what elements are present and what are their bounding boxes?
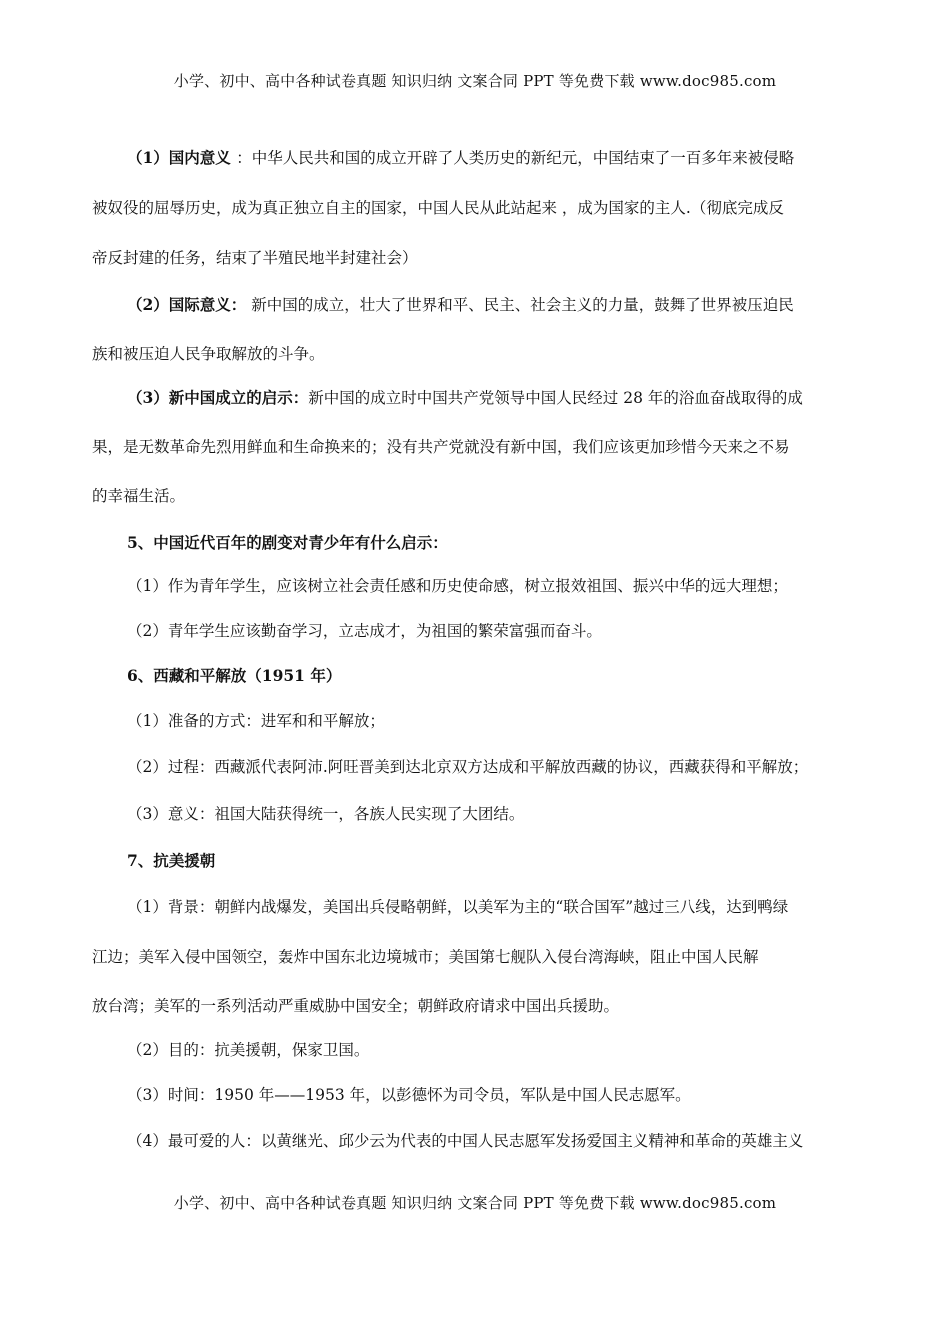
label-domestic-significance: （1）国内意义: [127, 148, 237, 167]
paragraph-domestic-significance-line-3: 帝反封建的任务，结束了半殖民地半封建社会）: [92, 249, 418, 267]
section-6-item-1: （1）准备的方式：进军和和平解放；: [127, 712, 385, 730]
section-7-item-3: （3）时间：1950 年——1953 年，以彭德怀为司令员，军队是中国人民志愿军。: [127, 1086, 691, 1104]
paragraph-domestic-significance-line-1: （1）国内意义 ：中华人民共和国的成立开辟了人类历史的新纪元，中国结束了一百多年来被侵略: [127, 148, 795, 167]
section-7-heading: 7、抗美援朝: [127, 851, 216, 870]
section-7-item-1-line-2: 江边；美军入侵中国领空，轰炸中国东北边境城市；美国第七舰队入侵台湾海峡，阻止中国人民解: [92, 948, 759, 966]
paragraph-enlightenment-line-2: 果，是无数革命先烈用鲜血和生命换来的；没有共产党就没有新中国，我们应该更加珍惜今天来之不易: [92, 438, 790, 456]
section-7-item-1-line-3: 放台湾；美军的一系列活动严重威胁中国安全；朝鲜政府请求中国出兵援助。: [92, 997, 620, 1015]
label-international-significance: （2）国际意义：: [127, 295, 247, 314]
section-6-item-2: （2）过程：西藏派代表阿沛.阿旺晋美到达北京双方达成和平解放西藏的协议，西藏获得和平解放；: [127, 758, 809, 776]
section-7-item-2: （2）目的：抗美援朝，保家卫国。: [127, 1041, 370, 1059]
section-5-heading: 5、中国近代百年的剧变对青少年有什么启示：: [127, 533, 448, 552]
paragraph-enlightenment-line-3: 的幸福生活。: [92, 487, 186, 505]
label-enlightenment: （3）新中国成立的启示：: [127, 388, 309, 407]
section-7-item-1-line-1: （1）背景：朝鲜内战爆发，美国出兵侵略朝鲜，以美军为主的“联合国军”越过三八线，达到鸭绿: [127, 898, 789, 916]
section-5-item-1: （1）作为青年学生，应该树立社会责任感和历史使命感，树立报效祖国、振兴中华的远大理想；: [127, 577, 788, 595]
page-footer: 小学、初中、高中各种试卷真题 知识归纳 文案合同 PPT 等免费下载 www.doc985.com: [173, 1194, 777, 1212]
section-6-item-3: （3）意义：祖国大陆获得统一，各族人民实现了大团结。: [127, 805, 525, 823]
section-7-item-4: （4）最可爱的人：以黄继光、邱少云为代表的中国人民志愿军发扬爱国主义精神和革命的英雄主义: [127, 1132, 804, 1150]
paragraph-international-significance-line-1: （2）国际意义： 新中国的成立，壮大了世界和平、民主、社会主义的力量，鼓舞了世界被压迫民: [127, 295, 794, 314]
section-5-item-2: （2）青年学生应该勤奋学习，立志成才，为祖国的繁荣富强而奋斗。: [127, 622, 602, 640]
paragraph-enlightenment-line-1: （3）新中国成立的启示：新中国的成立时中国共产党领导中国人民经过 28 年的浴血奋战取得的成: [127, 388, 803, 407]
page-header: 小学、初中、高中各种试卷真题 知识归纳 文案合同 PPT 等免费下载 www.doc985.com: [173, 72, 777, 90]
section-6-heading: 6、西藏和平解放（1951 年）: [127, 666, 342, 685]
paragraph-international-significance-line-2: 族和被压迫人民争取解放的斗争。: [92, 345, 325, 363]
paragraph-domestic-significance-line-2: 被奴役的屈辱历史，成为真正独立自主的国家，中国人民从此站起来 ，成为国家的主人.（彻底完成反: [92, 199, 784, 217]
